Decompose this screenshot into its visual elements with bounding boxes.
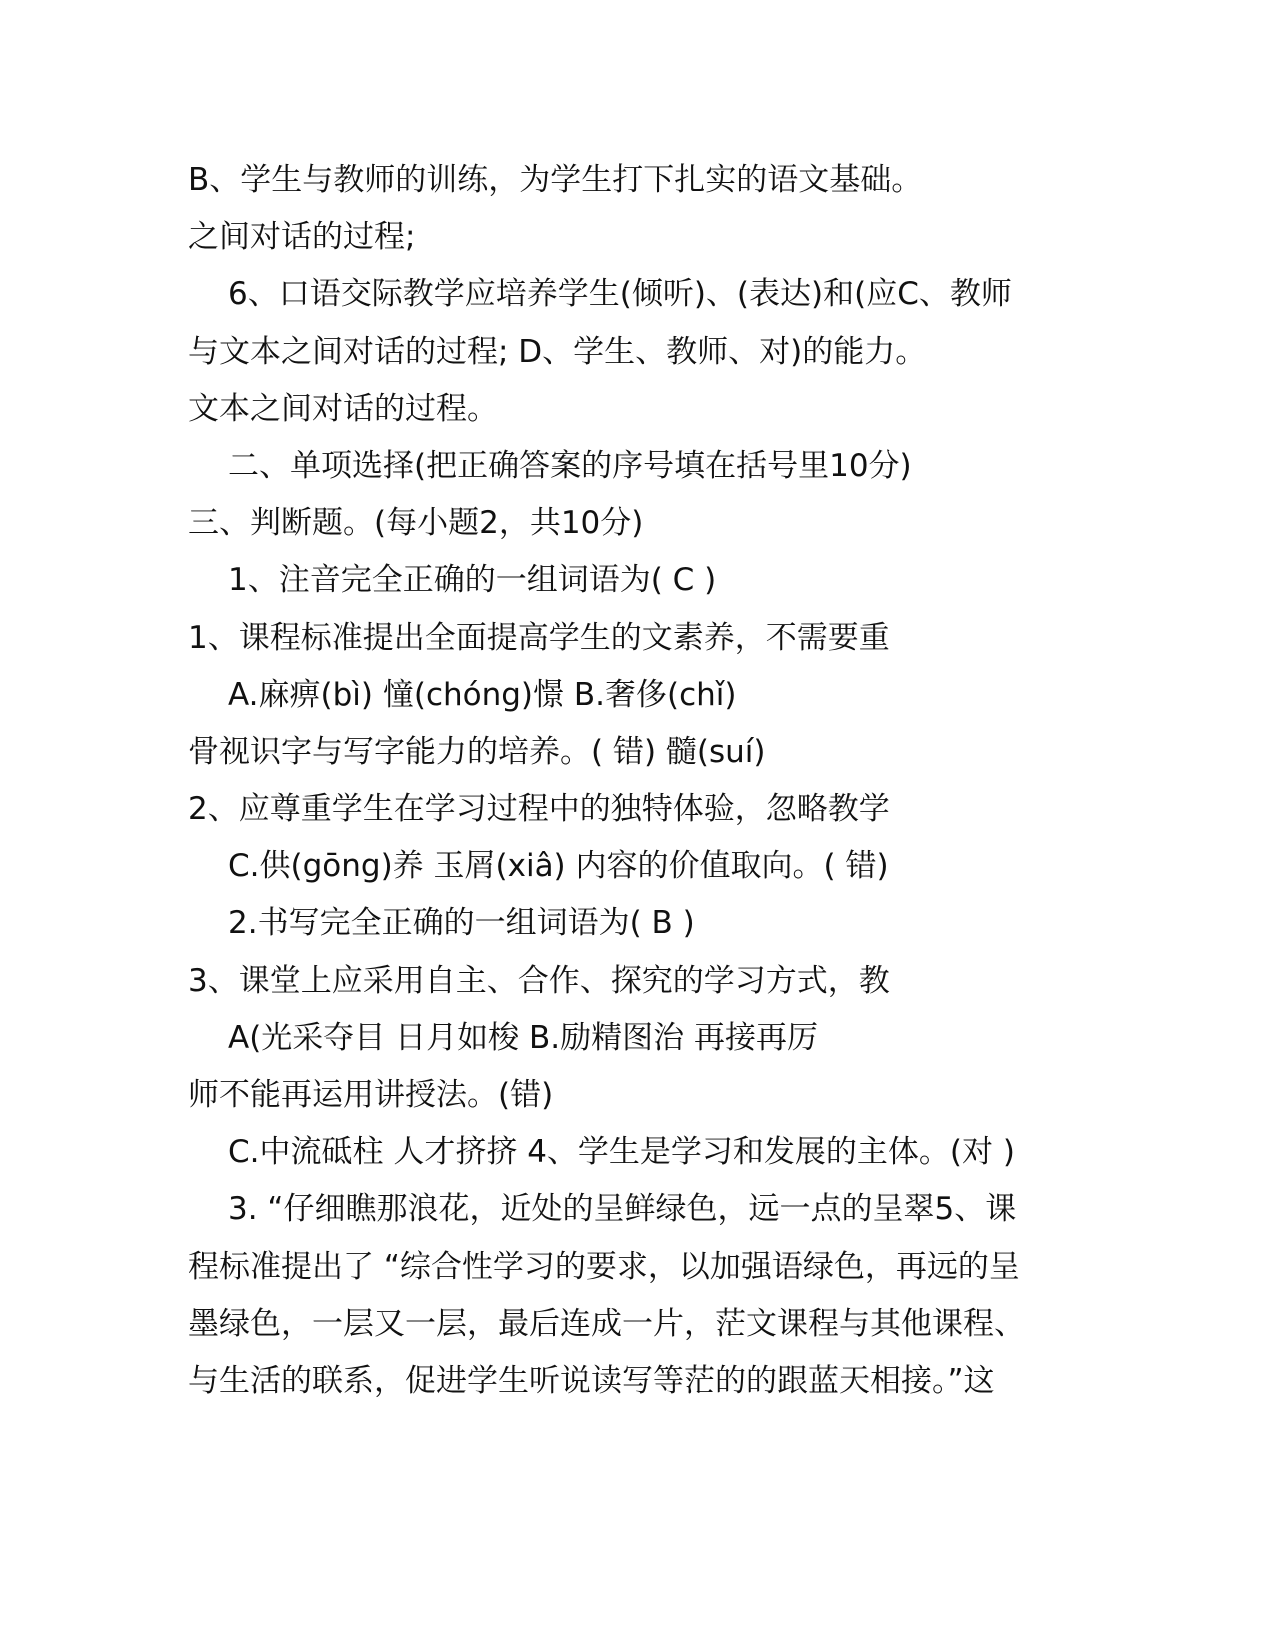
text-line-17: 师不能再运用讲授法。(错): [188, 1077, 554, 1113]
text-line-11: 骨视识字与写字能力的培养。( 错) 髓(suí): [188, 733, 766, 770]
text-line-12: 2、应尊重学生在学习过程中的独特体验，忽略教学: [188, 791, 890, 828]
text-line-21: 墨绿色，一层又一层，最后连成一片，茫文课程与其他课程、: [188, 1305, 1025, 1342]
text-line-18: C.中流砥柱 人才挤挤 4、学生是学习和发展的主体。(对 ): [228, 1134, 1015, 1171]
text-line-8: 1、注音完全正确的一组词语为( C ): [228, 562, 717, 599]
text-line-20: 程标准提出了 “综合性学习的要求，以加强语绿色，再远的呈: [188, 1248, 1020, 1285]
text-line-15: 3、课堂上应采用自主、合作、探究的学习方式，教: [188, 962, 890, 999]
text-line-9: 1、课程标准提出全面提高学生的文素养，不需要重: [188, 619, 890, 656]
text-line-6: 二、单项选择(把正确答案的序号填在括号里10分): [228, 447, 912, 484]
text-line-22: 与生活的联系，促进学生听说读写等茫的的跟蓝天相接。”这: [188, 1362, 995, 1399]
document-body: [188, 152, 1108, 1410]
text-line-7: 三、判断题。(每小题2，共10分): [188, 505, 644, 542]
text-line-14: 2.书写完全正确的一组词语为( B ): [228, 905, 695, 942]
text-line-13: C.供(gōng)养 玉屑(xiâ) 内容的价值取向。( 错): [228, 848, 889, 885]
text-line-5: 文本之间对话的过程。: [188, 390, 498, 427]
text-line-19: 3. “仔细瞧那浪花，近处的呈鲜绿色，远一点的呈翠5、课: [228, 1191, 1017, 1228]
text-line-2: 之间对话的过程;: [188, 219, 416, 256]
text-line-16: A(光采夺目 日月如梭 B.励精图治 再接再厉: [228, 1019, 818, 1056]
text-line-3: 6、口语交际教学应培养学生(倾听)、(表达)和(应C、教师: [228, 276, 1012, 313]
text-line-10: A.麻痹(bì) 憧(chóng)憬 B.奢侈(chǐ): [228, 676, 737, 713]
text-line-1: B、学生与教师的训练，为学生打下扎实的语文基础。: [188, 162, 923, 198]
text-line-4: 与文本之间对话的过程; D、学生、教师、对)的能力。: [188, 333, 927, 370]
